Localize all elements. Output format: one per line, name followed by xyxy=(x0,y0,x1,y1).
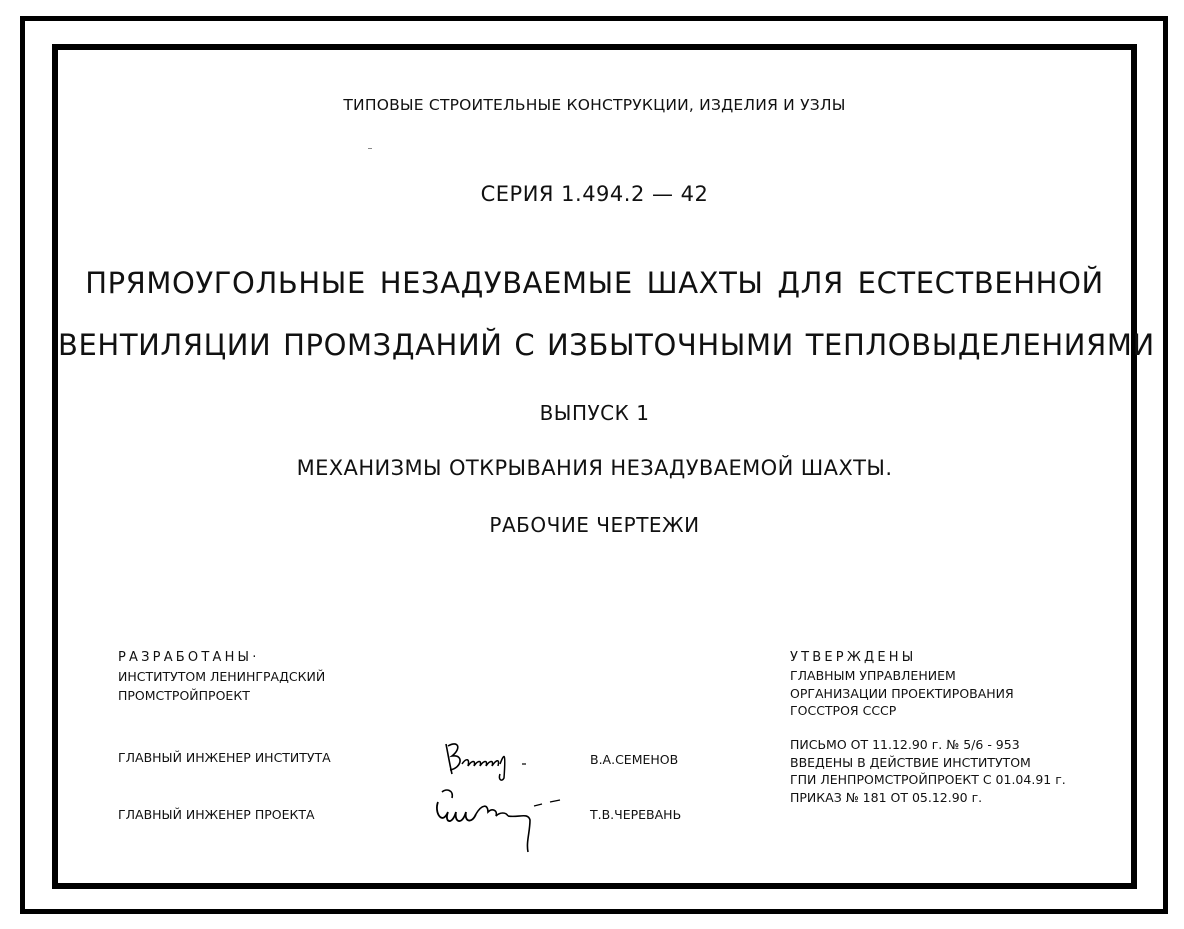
signature-semenov xyxy=(440,734,540,784)
introduced-line1: ВВЕДЕНЫ В ДЕЙСТВИЕ ИНСТИТУТОМ xyxy=(790,754,1031,770)
approved-block xyxy=(790,648,1014,720)
series-number: СЕРИЯ 1.494.2 — 42 xyxy=(480,182,709,206)
stray-mark xyxy=(368,148,372,149)
work-drawings-label: РАБОЧИЕ ЧЕРТЕЖИ xyxy=(489,513,700,537)
approval-letter: ПИСЬМО ОТ 11.12.90 г. № 5/6 - 953 xyxy=(790,737,1020,752)
introduced-line2: ГПИ ЛЕНПРОМСТРОЙПРОЕКТ С 01.04.91 г. xyxy=(790,772,1066,787)
chief-institute-name: В.А.СЕМЕНОВ xyxy=(590,752,679,767)
chief-project-label: ГЛАВНЫЙ ИНЖЕНЕР ПРОЕКТА xyxy=(118,807,315,822)
approved-heading: УТВЕРЖДЕНЫ xyxy=(790,650,917,665)
approval-details xyxy=(790,736,1066,806)
series-header: ТИПОВЫЕ СТРОИТЕЛЬНЫЕ КОНСТРУКЦИИ, ИЗДЕЛИЯ И УЗЛЫ xyxy=(343,96,846,114)
chief-institute-label: ГЛАВНЫЙ ИНЖЕНЕР ИНСТИТУТА xyxy=(118,750,331,765)
developed-org-line2: ПРОМСТРОЙПРОЕКТ xyxy=(118,688,250,703)
developed-heading: РАЗРАБОТАНЫ· xyxy=(118,650,260,665)
title-line-1: ПРЯМОУГОЛЬНЫЕ НЕЗАДУВАЕМЫЕ ШАХТЫ ДЛЯ ЕСТЕСТВЕННОЙ xyxy=(85,266,1104,300)
developed-block xyxy=(118,648,325,705)
subtitle: МЕХАНИЗМЫ ОТКРЫВАНИЯ НЕЗАДУВАЕМОЙ ШАХТЫ. xyxy=(296,456,893,480)
signature-cherevan xyxy=(432,782,572,854)
issue-number: ВЫПУСК 1 xyxy=(539,401,650,425)
approved-line2: ОРГАНИЗАЦИИ ПРОЕКТИРОВАНИЯ xyxy=(790,685,1014,701)
developed-org-line1: ИНСТИТУТОМ ЛЕНИНГРАДСКИЙ xyxy=(118,669,326,684)
approved-line3: ГОССТРОЯ СССР xyxy=(790,703,897,718)
chief-project-name: Т.В.ЧЕРЕВАНЬ xyxy=(590,807,682,822)
order-line: ПРИКАЗ № 181 ОТ 05.12.90 г. xyxy=(790,789,983,805)
approved-line1: ГЛАВНЫМ УПРАВЛЕНИЕМ xyxy=(790,668,956,683)
title-line-2: ВЕНТИЛЯЦИИ ПРОМЗДАНИЙ С ИЗБЫТОЧНЫМИ ТЕПЛОВЫДЕЛЕНИЯМИ xyxy=(58,328,1155,362)
